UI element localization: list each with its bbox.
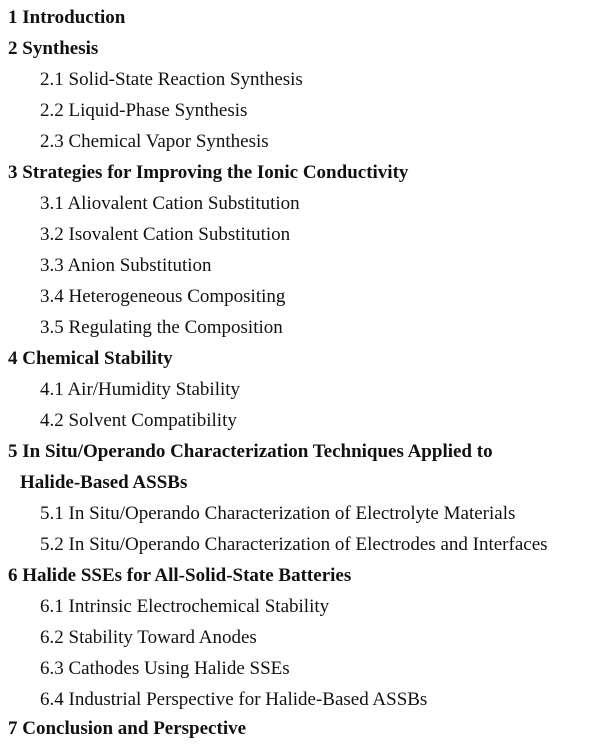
toc-subsection-6-1: 6.1 Intrinsic Electrochemical Stability [40, 596, 330, 617]
toc-section-2: 2 Synthesis [8, 38, 99, 59]
toc-section-5-continued: Halide-Based ASSBs [20, 472, 188, 493]
toc-section-5: 5 In Situ/Operando Characterization Techniques Applied to [8, 441, 493, 462]
toc-subsection-5-1: 5.1 In Situ/Operando Characterization of Electrolyte Materials [40, 503, 516, 524]
toc-subsection-2-1: 2.1 Solid-State Reaction Synthesis [40, 69, 303, 90]
toc-subsection-5-2: 5.2 In Situ/Operando Characterization of Electrodes and Interfaces [40, 534, 548, 555]
toc-subsection-3-4: 3.4 Heterogeneous Compositing [40, 286, 286, 307]
toc-section-7: 7 Conclusion and Perspective [8, 718, 247, 739]
toc-section-6: 6 Halide SSEs for All-Solid-State Batteries [8, 565, 352, 586]
toc-subsection-2-2: 2.2 Liquid-Phase Synthesis [40, 100, 248, 121]
toc-subsection-3-5: 3.5 Regulating the Composition [40, 317, 283, 338]
toc-subsection-3-3: 3.3 Anion Substitution [40, 255, 212, 276]
toc-section-3: 3 Strategies for Improving the Ionic Conductivity [8, 162, 409, 183]
toc-subsection-6-2: 6.2 Stability Toward Anodes [40, 627, 257, 648]
toc-subsection-6-4: 6.4 Industrial Perspective for Halide-Based ASSBs [40, 689, 428, 710]
toc-subsection-3-1: 3.1 Aliovalent Cation Substitution [40, 193, 300, 214]
toc-subsection-4-2: 4.2 Solvent Compatibility [40, 410, 237, 431]
toc-subsection-3-2: 3.2 Isovalent Cation Substitution [40, 224, 291, 245]
toc-subsection-4-1: 4.1 Air/Humidity Stability [40, 379, 241, 400]
toc-section-4: 4 Chemical Stability [8, 348, 173, 369]
toc-section-1: 1 Introduction [8, 7, 126, 28]
toc-subsection-6-3: 6.3 Cathodes Using Halide SSEs [40, 658, 290, 679]
toc-subsection-2-3: 2.3 Chemical Vapor Synthesis [40, 131, 269, 152]
